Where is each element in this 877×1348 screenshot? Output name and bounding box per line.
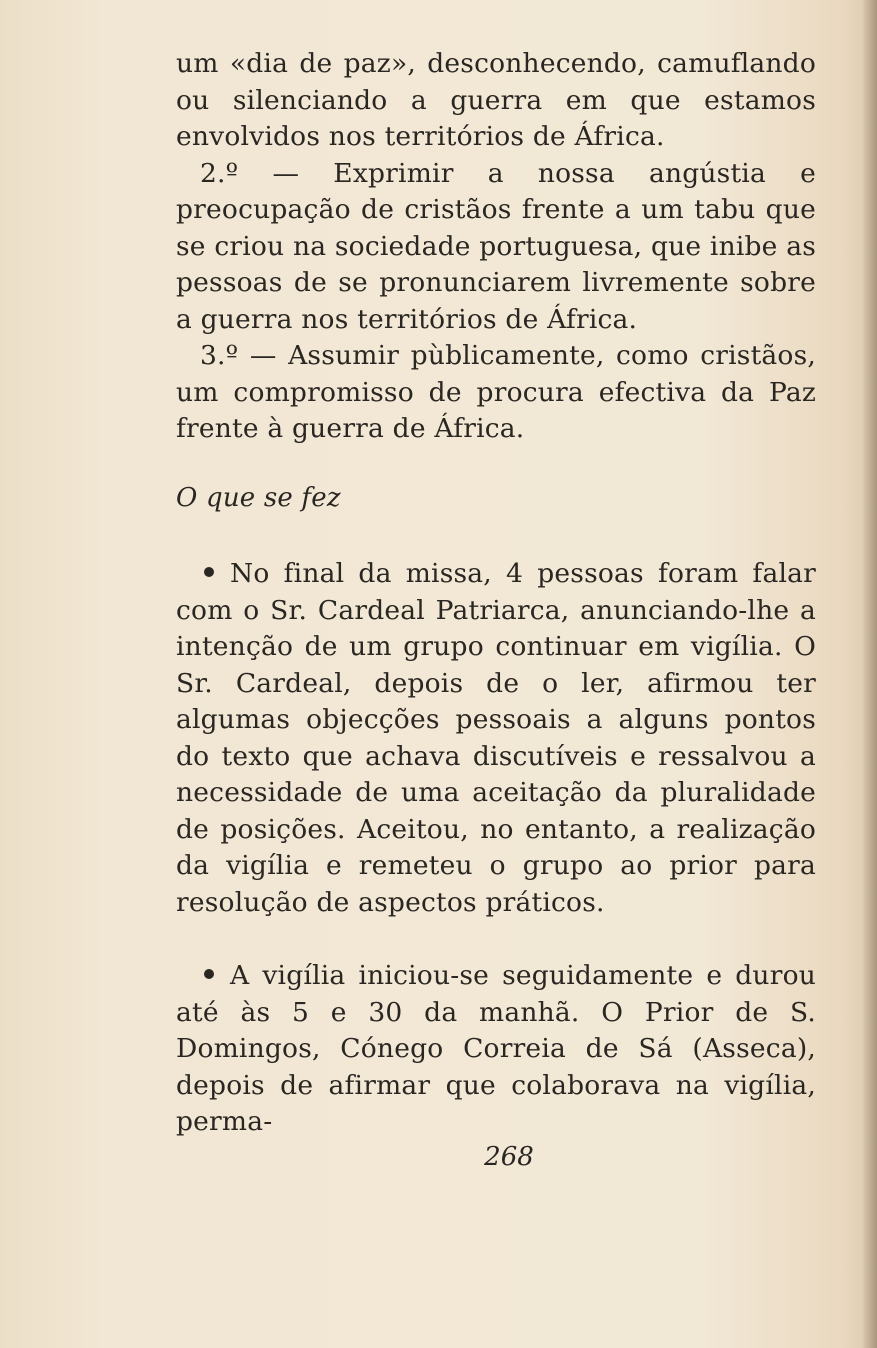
paragraph-point-3: 3.º — Assumir pùblicamente, como cristãos, um compromisso de procura efectiva da Paz frente à guerra de África. <box>176 340 816 444</box>
paragraph-continuation: um «dia de paz», desconhecendo, camuflando ou silenciando a guerra em que estamos envolvidos nos territórios de África. <box>176 48 816 152</box>
bullet-text-2: A vigília iniciou-se seguidamente e durou até às 5 e 30 da manhã. O Prior de S. Domingos, Cónego Correia de Sá (Asseca), depois de afirmar que colaborava na vigília, perma- <box>176 960 816 1137</box>
paragraph-point-2: 2.º — Exprimir a nossa angústia e preocupação de cristãos frente a um tabu que se criou na sociedade portuguesa, que inibe as pessoas de se pronunciarem livremente sobre a guerra nos territórios de África. <box>176 157 816 335</box>
bullet-paragraph-2 <box>176 958 816 1141</box>
bullet-paragraph-1 <box>176 556 816 921</box>
bullet-dot-icon <box>204 969 214 979</box>
bullet-dot-icon <box>204 567 214 577</box>
page-number: 268 <box>484 1142 534 1172</box>
section-heading: O que se fez <box>176 482 341 513</box>
page-text <box>176 46 816 1141</box>
bullet-text-1: No final da missa, 4 pessoas foram falar com o Sr. Cardeal Patriarca, anunciando-lhe a intenção de um grupo continuar em vigília. O Sr. Cardeal, depois de o ler, afirmou ter algumas objecções pessoais a alguns pontos do texto que achava discutíveis e ressalvou a necessidade de uma aceitação da pluralidade de posições. Aceitou, no entanto, a realização da vigília e remeteu o grupo ao prior para resolução de aspectos práticos. <box>176 558 816 918</box>
